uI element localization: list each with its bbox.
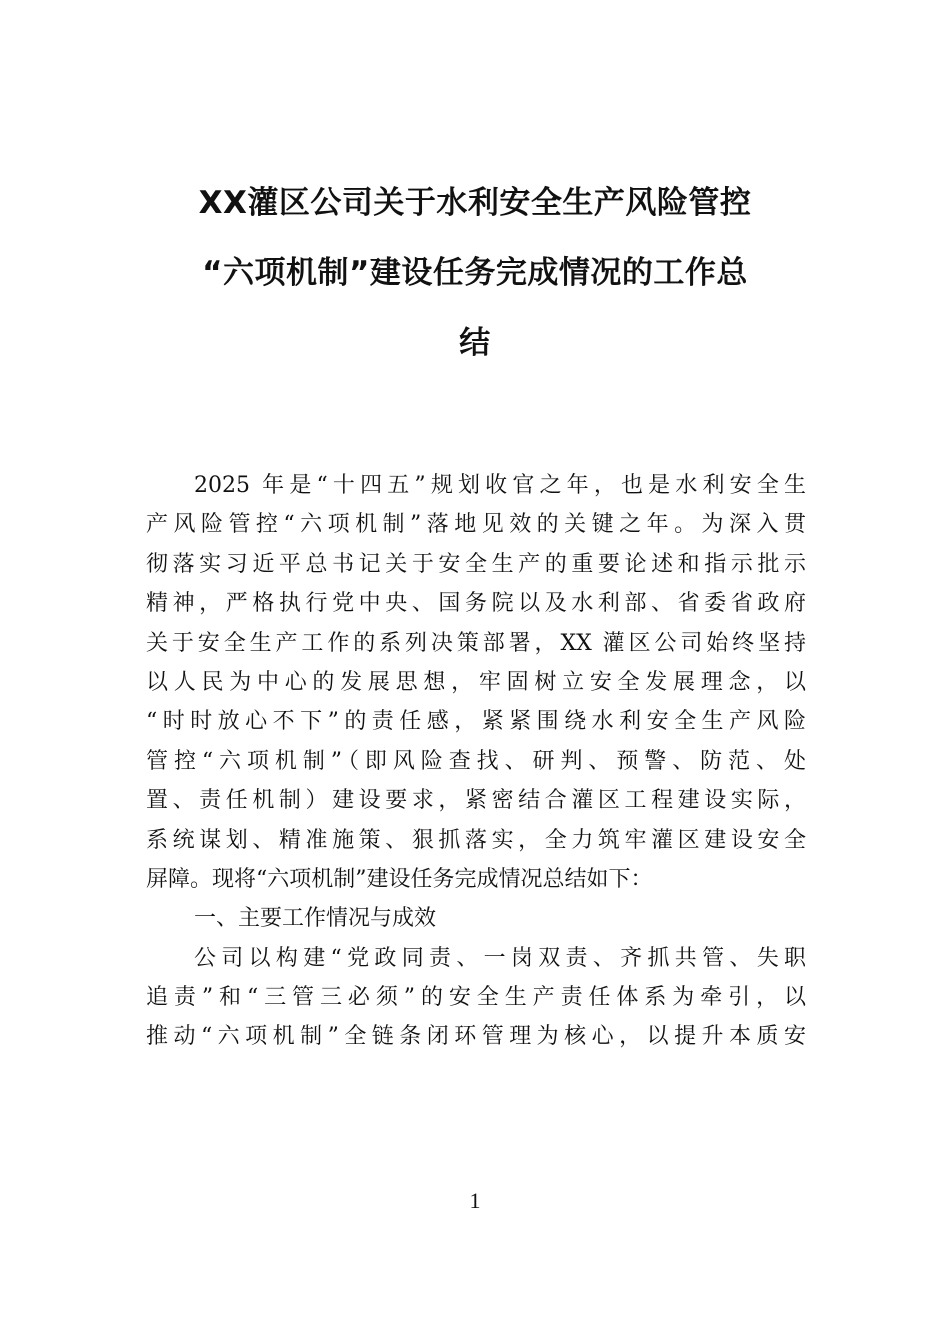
text-line: 推动“六项机制”全链条闭环管理为核心，以提升本质安 [146,1024,806,1050]
document-body [146,466,806,1057]
text-line: 彻落实习近平总书记关于安全生产的重要论述和指示批示 [146,551,806,577]
text-line: 公司以构建“党政同责、一岗双责、齐抓共管、失职 [194,945,806,971]
text-line: 系统谋划、精准施策、狠抓落实，全力筑牢灌区建设安全 [146,827,806,853]
text-line: 追责”和“三管三必须”的安全生产责任体系为牵引，以 [146,985,806,1011]
text-line: 精神，严格执行党中央、国务院以及水利部、省委省政府 [146,591,806,617]
section-heading: 一、主要工作情况与成效 [194,906,437,932]
title-line: XX灌区公司关于水利安全生产风险管控 [198,185,752,221]
text-line: 屏障。现将“六项机制”建设任务完成情况总结如下： [146,866,653,892]
text-line: “时时放心不下”的责任感，紧紧围绕水利安全生产风险 [146,709,806,735]
title-line: 结 [459,325,491,361]
text-line: 关于安全生产工作的系列决策部署，XX 灌区公司始终坚持 [146,630,806,656]
paragraph-section-1 [146,939,806,1057]
page-number: 1 [469,1188,481,1213]
document-title [140,168,810,378]
text-line: 管控“六项机制”（即风险查找、研判、预警、防范、处 [146,748,806,774]
title-line: “六项机制”建设任务完成情况的工作总 [202,255,748,291]
text-line: 以人民为中心的发展思想，牢固树立安全发展理念，以 [146,669,806,695]
text-line: 产风险管控“六项机制”落地见效的关键之年。为深入贯 [146,512,806,538]
text-line: 2025 年是“十四五”规划收官之年，也是水利安全生 [194,473,806,498]
text-line: 置、责任机制）建设要求，紧密结合灌区工程建设实际， [146,788,806,814]
paragraph-intro [146,466,806,899]
